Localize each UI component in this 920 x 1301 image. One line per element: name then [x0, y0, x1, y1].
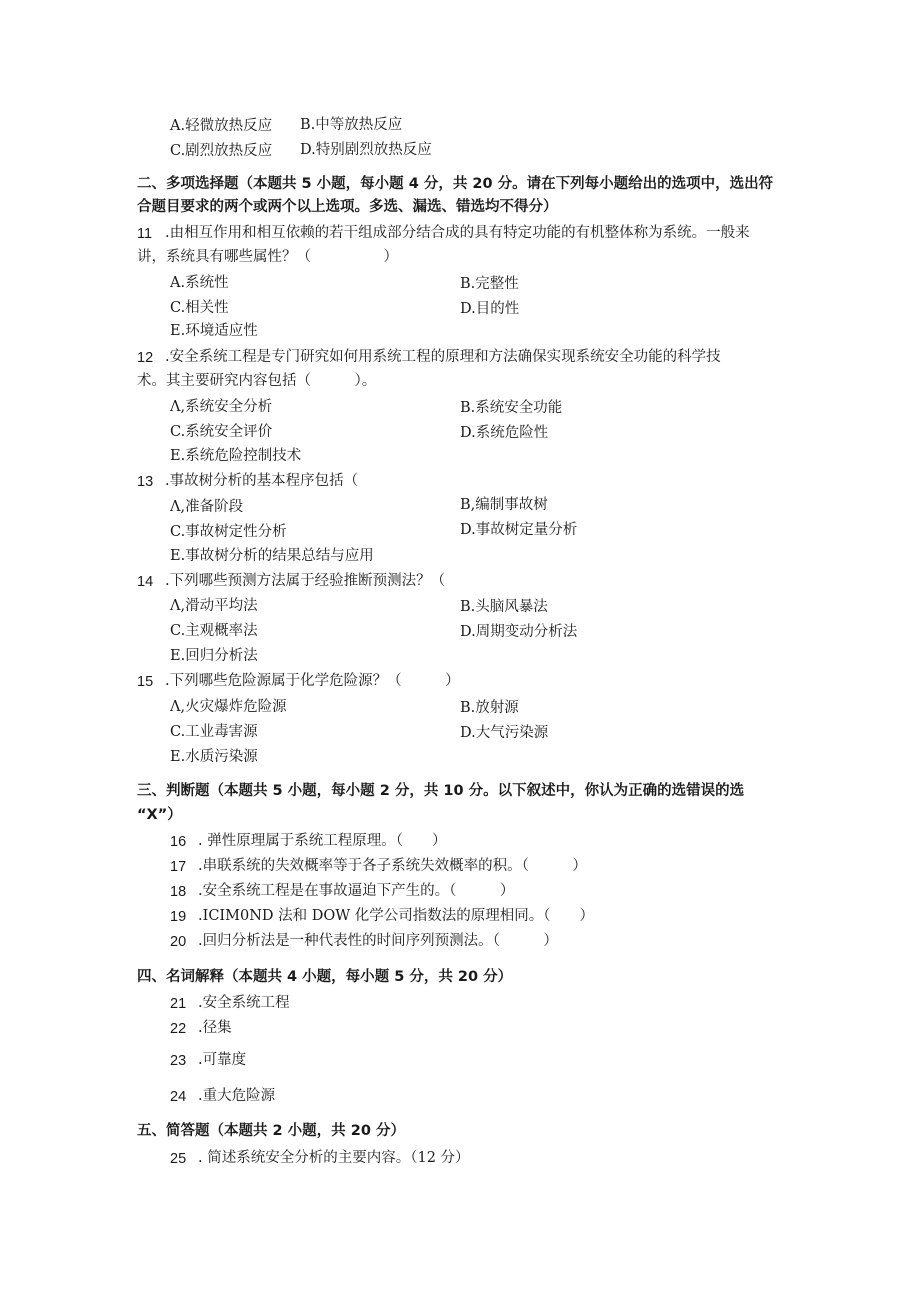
q16-number: 16 [170, 834, 187, 850]
q18-number: 18 [170, 884, 187, 900]
q14-number: 14 [137, 574, 154, 590]
q11-number: 11 [137, 226, 153, 242]
section3-heading-line1: 三、判断题（本题共 5 小题，每小题 2 分，共 10 分。以下叙述中，你认为正确的选错误的选 [137, 783, 745, 799]
q22-text: .径集 [198, 1020, 232, 1036]
q13-option-a: Λ,准备阶段 [170, 499, 244, 515]
q25-number: 25 [170, 1151, 187, 1167]
q15-number: 15 [137, 674, 154, 690]
q15-option-d: D.大气污染源 [460, 725, 549, 741]
q14-option-a: Λ,滑动平均法 [170, 598, 258, 614]
q18-text: .安全系统工程是在事故逼迫下产生的。（ ） [198, 883, 515, 899]
q14-option-d: D.周期变动分析法 [460, 624, 578, 640]
q12-option-c: C.系统安全评价 [170, 424, 273, 440]
q15-option-e: E.水质污染源 [170, 749, 258, 765]
q11-option-e: E.环境适应性 [170, 323, 258, 339]
q10-option-b: B.中等放热反应 [300, 117, 403, 133]
q12-option-a: Λ,系统安全分析 [170, 399, 273, 415]
q12-stem-line2: 术。其主要研究内容包括（ ）。 [137, 373, 377, 389]
q11-stem-line1: .由相互作用和相互依赖的若干组成部分结合成的具有特定功能的有机整体称为系统。一般来 [165, 225, 750, 241]
q13-option-d: D.事故树定量分析 [460, 522, 578, 538]
q12-option-b: B.系统安全功能 [460, 400, 563, 416]
q12-option-e: E.系统危险控制技术 [170, 448, 302, 464]
q22-number: 22 [170, 1021, 187, 1037]
q13-option-e: E.事故树分析的结果总结与应用 [170, 548, 374, 564]
section2-heading-line1: 二、多项选择题（本题共 5 小题，每小题 4 分，共 20 分。请在下列每小题给出的选项中，选出符 [137, 176, 774, 192]
q11-option-d: D.目的性 [460, 301, 520, 317]
q14-option-b: B.头脑风暴法 [460, 599, 548, 615]
q23-text: .可靠度 [198, 1052, 247, 1068]
section3-heading-line2: “X”） [137, 807, 182, 823]
q14-stem-line1: .下列哪些预测方法属于经验推断预测法？（ [165, 573, 446, 589]
q17-text: .串联系统的失效概率等于各子系统失效概率的积。（ ） [198, 858, 587, 874]
q11-option-c: C.相关性 [170, 300, 229, 316]
q17-number: 17 [170, 859, 187, 875]
q15-option-c: C.工业毒害源 [170, 724, 258, 740]
q20-text: .回归分析法是一种代表性的时间序列预测法。（ ） [198, 933, 558, 949]
q13-option-c: C.事故树定性分析 [170, 524, 287, 540]
section4-heading: 四、名词解释（本题共 4 小题，每小题 5 分，共 20 分） [137, 969, 513, 985]
q21-text: .安全系统工程 [198, 995, 290, 1011]
q14-option-e: E.回归分析法 [170, 648, 258, 664]
section5-heading: 五、简答题（本题共 2 小题，共 20 分） [137, 1123, 405, 1139]
q20-number: 20 [170, 934, 187, 950]
section2-heading-line2: 合题目要求的两个或两个以上选项。多选、漏选、错选均不得分） [137, 199, 558, 215]
q15-stem-line1: .下列哪些危险源属于化学危险源？（ ） [165, 673, 460, 689]
q21-number: 21 [170, 996, 187, 1012]
q15-option-a: Λ,火灾爆炸危险源 [170, 699, 287, 715]
q11-option-b: B.完整性 [460, 276, 519, 292]
q12-stem-line1: .安全系统工程是专门研究如何用系统工程的原理和方法确保实现系统安全功能的科学技 [165, 349, 721, 365]
q10-option-c: C.剧烈放热反应 [170, 143, 273, 159]
q19-text: .ICIM0ND 法和 DOW 化学公司指数法的原理相同。（ ） [198, 908, 595, 924]
q13-option-b: B,编制事故树 [460, 497, 548, 513]
q13-stem-line1: .事故树分析的基本程序包括（ [165, 473, 359, 489]
q12-number: 12 [137, 350, 154, 366]
q24-number: 24 [170, 1089, 187, 1105]
q12-option-d: D.系统危险性 [460, 425, 549, 441]
q25-text: . 简述系统安全分析的主要内容。（12 分） [198, 1150, 470, 1166]
q24-text: .重大危险源 [198, 1088, 276, 1104]
q19-number: 19 [170, 909, 187, 925]
q14-option-c: C.主观概率法 [170, 623, 258, 639]
q15-option-b: B.放射源 [460, 700, 519, 716]
q11-option-a: A.系统性 [170, 275, 229, 291]
q23-number: 23 [170, 1053, 187, 1069]
q10-option-d: D.特别剧烈放热反应 [300, 142, 432, 158]
q13-number: 13 [137, 474, 154, 490]
q16-text: . 弹性原理属于系统工程原理。（ ） [198, 833, 447, 849]
q11-stem-line2: 讲，系统具有哪些属性？（ ） [137, 249, 398, 265]
q10-option-a: A.轻微放热反应 [170, 118, 273, 134]
